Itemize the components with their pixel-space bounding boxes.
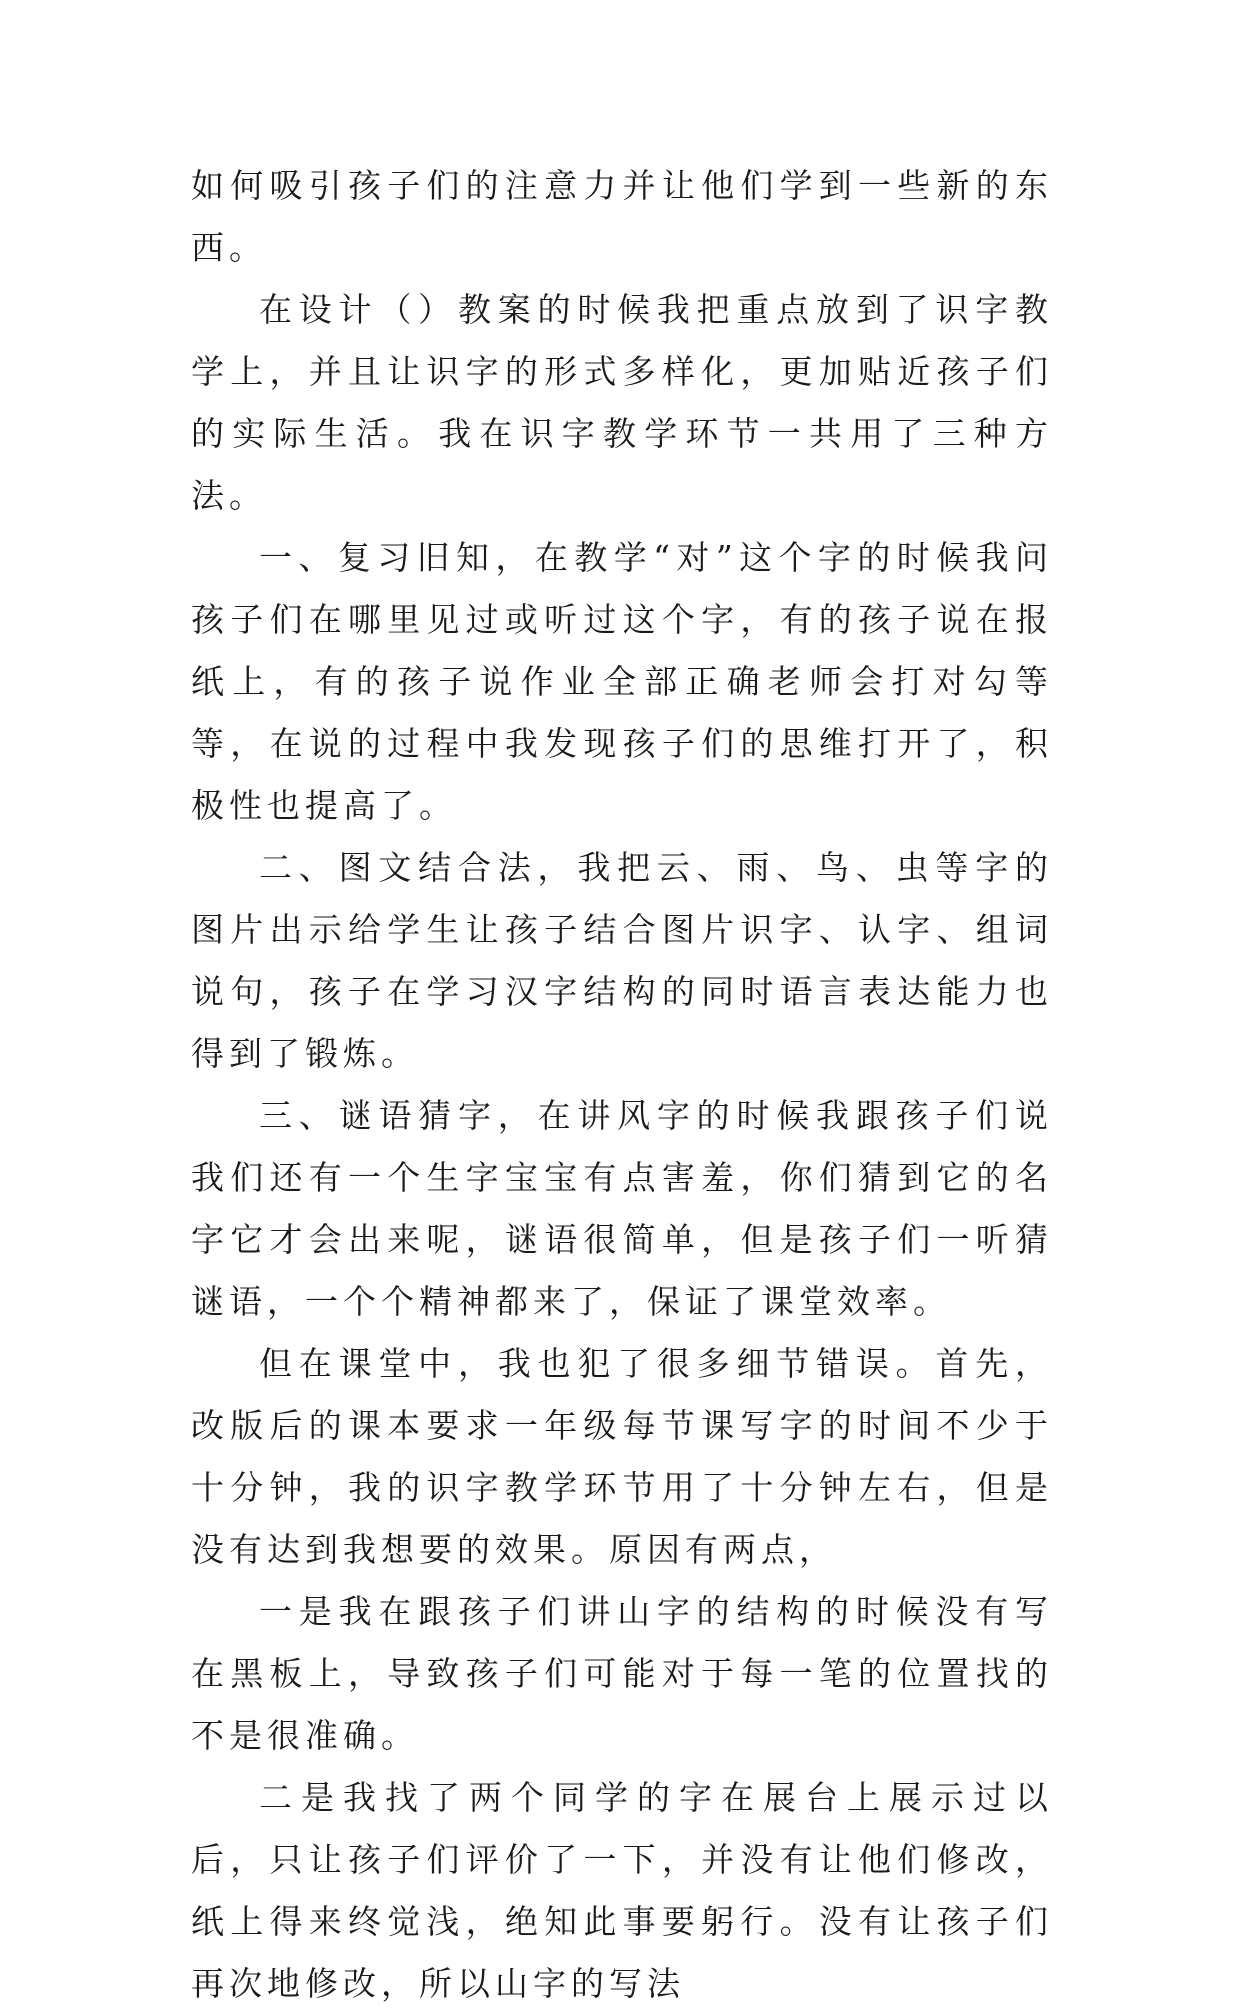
paragraph: 三、谜语猜字，在讲风字的时候我跟孩子们说我们还有一个生字宝宝有点害羞，你们猜到它的名字它才会出来呢，谜语很简单，但是孩子们一听猜谜语，一个个精神都来了，保证了课堂效率。 [191, 1096, 1053, 1321]
paragraph: 但在课堂中，我也犯了很多细节错误。首先，改版后的课本要求一年级每节课写字的时间不少于十分钟，我的识字教学环节用了十分钟左右，但是没有达到我想要的效果。原因有两点， [191, 1344, 1053, 1569]
document-body [191, 155, 1053, 2015]
paragraph: 如何吸引孩子们的注意力并让他们学到一些新的东西。 [191, 166, 1053, 267]
paragraph: 二、图文结合法，我把云、雨、鸟、虫等字的图片出示给学生让孩子结合图片识字、认字、组词说句，孩子在学习汉字结构的同时语言表达能力也得到了锻炼。 [191, 848, 1053, 1073]
paragraph: 一、复习旧知，在教学“对”这个字的时候我问孩子们在哪里见过或听过这个字，有的孩子说在报纸上，有的孩子说作业全部正确老师会打对勾等等，在说的过程中我发现孩子们的思维打开了，积极性也提高了。 [191, 538, 1053, 825]
paragraph: 在设计（）教案的时候我把重点放到了识字教学上，并且让识字的形式多样化，更加贴近孩子们的实际生活。我在识字教学环节一共用了三种方法。 [191, 290, 1053, 515]
paragraph: 一是我在跟孩子们讲山字的结构的时候没有写在黑板上，导致孩子们可能对于每一笔的位置找的不是很准确。 [191, 1592, 1053, 1755]
paragraph: 二是我找了两个同学的字在展台上展示过以后，只让孩子们评价了一下，并没有让他们修改，纸上得来终觉浅，绝知此事要躬行。没有让孩子们再次地修改，所以山字的写法 [191, 1778, 1053, 2003]
